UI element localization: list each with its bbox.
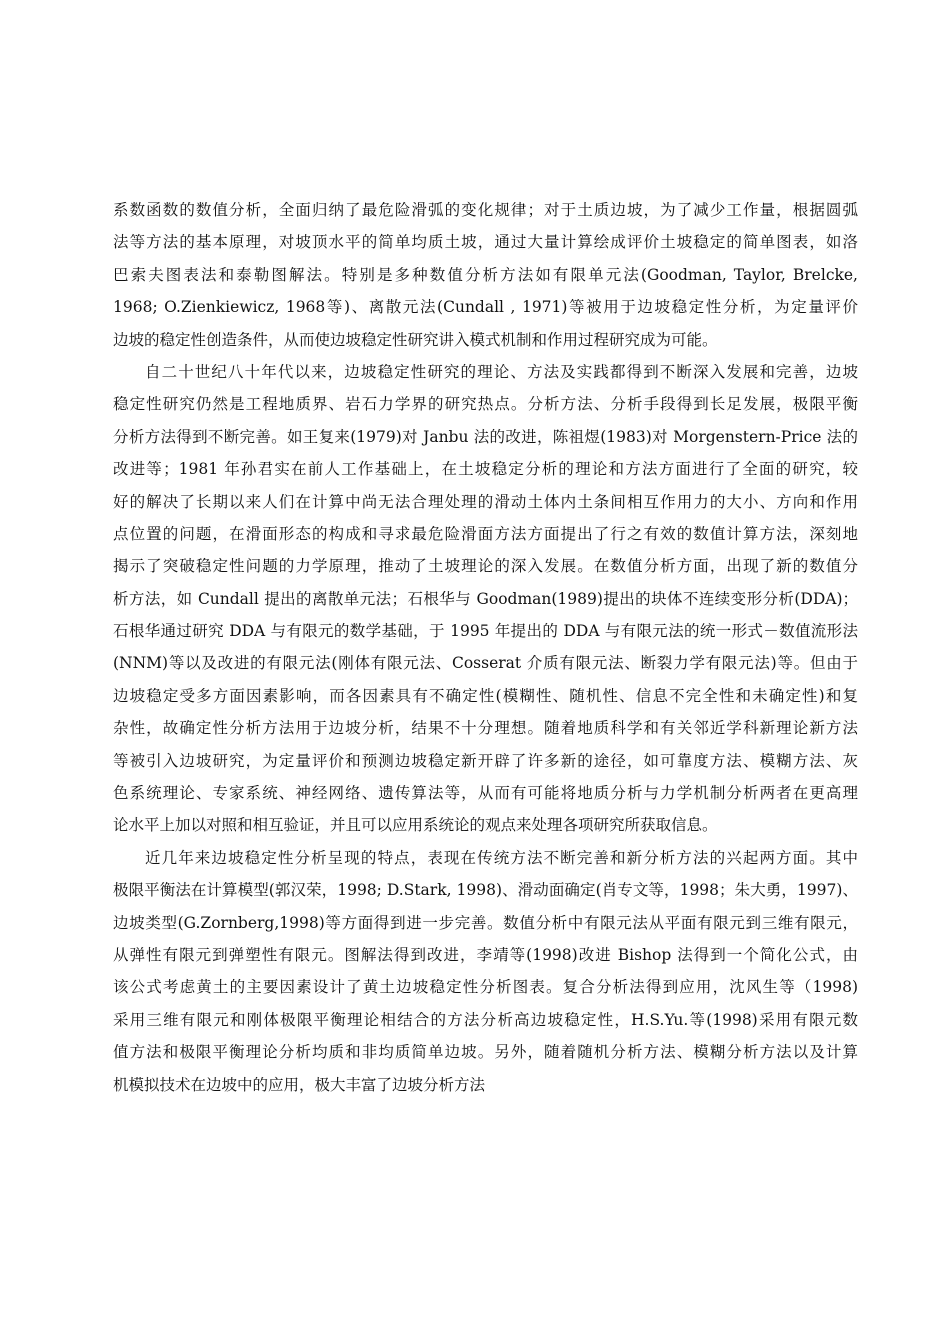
text-line: 杂性，故确定性分析方法用于边坡分析，结果不十分理想。随着地质科学和有关邻近学科新理论新方法 (113, 719, 858, 738)
text-line: 石根华通过研究 DDA 与有限元的数学基础，于 1995 年提出的 DDA 与有限元法的统一形式－数值流形法 (113, 622, 858, 641)
paragraph (113, 194, 858, 356)
text-line: 稳定性研究仍然是工程地质界、岩石力学界的研究热点。分析方法、分析手段得到长足发展，极限平衡 (113, 395, 858, 414)
text-line: 析方法，如 Cundall 提出的离散单元法；石根华与 Goodman(1989)提出的块体不连续变形分析(DDA)； (113, 589, 858, 608)
paragraph (113, 842, 858, 1101)
text-line: 点位置的问题，在滑面形态的构成和寻求最危险滑面方法方面提出了行之有效的数值计算方法，深刻地 (113, 524, 858, 543)
text-line: 巴索夫图表法和泰勒图解法。特别是多种数值分析方法如有限单元法(Goodman, Taylor, Brelcke, (113, 265, 858, 284)
text-line: 法等方法的基本原理，对坡顶水平的简单均质土坡，通过大量计算绘成评价土坡稳定的简单图表，如洛 (113, 233, 858, 252)
text-line: (NNM)等以及改进的有限元法(刚体有限元法、Cosserat 介质有限元法、断裂力学有限元法)等。但由于 (113, 654, 858, 673)
text-line: 边坡稳定受多方面因素影响，而各因素具有不确定性(模糊性、随机性、信息不完全性和未确定性)和复 (113, 686, 858, 705)
text-line: 该公式考虑黄土的主要因素设计了黄土边坡稳定性分析图表。复合分析法得到应用，沈风生等（1998) (113, 978, 858, 997)
body-text (113, 194, 858, 1101)
text-line: 好的解决了长期以来人们在计算中尚无法合理处理的滑动土体内土条间相互作用力的大小、方向和作用 (113, 492, 858, 511)
text-line: 分析方法得到不断完善。如王复来(1979)对 Janbu 法的改进，陈祖煜(1983)对 Morgenstern-Price 法的 (113, 427, 858, 446)
text-line: 系数函数的数值分析，全面归纳了最危险滑弧的变化规律；对于土质边坡，为了减少工作量，根据圆弧 (113, 201, 858, 219)
text-line: 极限平衡法在计算模型(郭汉荣，1998; D.Stark, 1998)、滑动面确定(肖专文等，1998；朱大勇，1997)、 (113, 881, 858, 900)
text-line: 色系统理论、专家系统、神经网络、遗传算法等，从而有可能将地质分析与力学机制分析两者在更高理 (113, 784, 858, 803)
text-line: 论水平上加以对照和相互验证，并且可以应用系统论的观点来处理各项研究所获取信息。 (113, 816, 718, 835)
text-line: 从弹性有限元到弹塑性有限元。图解法得到改进，李靖等(1998)改进 Bishop 法得到一个简化公式，由 (113, 945, 858, 964)
text-line: 采用三维有限元和刚体极限平衡理论相结合的方法分析高边坡稳定性，H.S.Yu.等(1998)采用有限元数 (113, 1010, 858, 1029)
text-line: 改进等；1981 年孙君实在前人工作基础上，在土坡稳定分析的理论和方法方面进行了全面的研究，较 (113, 460, 858, 479)
text-line: 边坡的稳定性创造条件，从而使边坡稳定性研究讲入模式机制和作用过程研究成为可能。 (113, 330, 718, 349)
text-line: 机模拟技术在边坡中的应用，极大丰富了边坡分析方法 (113, 1075, 486, 1094)
text-line: 边坡类型(G.Zornberg,1998)等方面得到进一步完善。数值分析中有限元法从平面有限元到三维有限元， (113, 913, 858, 932)
text-line: 值方法和极限平衡理论分析均质和非均质简单边坡。另外，随着随机分析方法、模糊分析方法以及计算 (113, 1043, 858, 1062)
paragraph (113, 356, 858, 842)
text-line: 1968; O.Zienkiewicz, 1968等)、离散元法(Cundall , 1971)等被用于边坡稳定性分析，为定量评价 (113, 298, 858, 317)
text-line: 近几年来边坡稳定性分析呈现的特点，表现在传统方法不断完善和新分析方法的兴起两方面。其中 (145, 848, 858, 867)
text-line: 自二十世纪八十年代以来，边坡稳定性研究的理论、方法及实践都得到不断深入发展和完善，边坡 (145, 362, 858, 381)
text-line: 揭示了突破稳定性问题的力学原理，推动了土坡理论的深入发展。在数值分析方面，出现了新的数值分 (113, 557, 858, 576)
text-line: 等被引入边坡研究，为定量评价和预测边坡稳定新开辟了许多新的途径，如可靠度方法、模糊方法、灰 (113, 751, 858, 770)
